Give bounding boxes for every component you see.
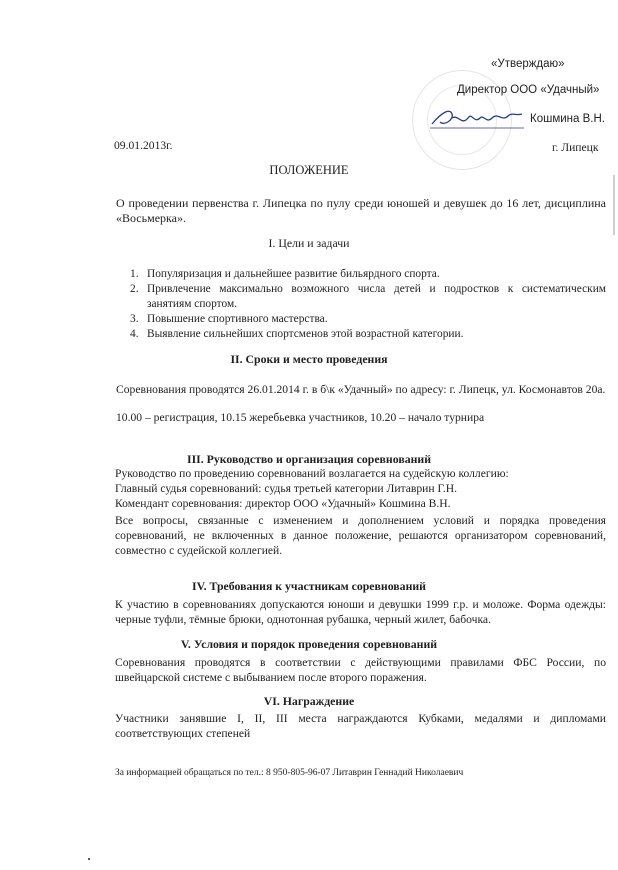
section-heading-management: III. Руководство и организация соревнований <box>187 452 431 466</box>
document-date: 09.01.2013г. <box>114 139 173 152</box>
conditions-paragraph: Соревнования проводятся в соответствии с действующими правилами ФБС России, по швейцарской системе с выбыванием после второго поражения. <box>115 656 606 684</box>
goals-list <box>122 267 606 342</box>
contact-info: За информацией обращаться по тел.: 8 950-805-96-07 Литаврин Геннадий Николаевич <box>115 768 464 778</box>
list-item: 1. Популяризация и дальнейшее развитие бильярдного спорта. <box>130 268 440 280</box>
section-heading-awards: VI. Награждение <box>263 694 355 708</box>
section-heading-terms: II. Сроки и место проведения <box>230 352 388 366</box>
management-line-3: Комендант соревнования: директор ООО «Удачный» Кошмина В.Н. <box>115 497 451 510</box>
awards-paragraph: Участники занявшие I, II, III места награждаются Кубками, медалями и дипломами соответствующих степеней <box>115 712 606 740</box>
list-item: 2. Привлечение максимально возможного числа детей и подростков к систематическим занятиям спортом. <box>130 283 606 310</box>
schedule-paragraph: 10.00 – регистрация, 10.15 жеребьевка участников, 10.20 – начало турнира <box>116 411 485 424</box>
management-paragraph: Все вопросы, связанные с изменением и дополнением условий и порядка проведения соревнований, не включенных в данное положение, решаются организатором соревнований, совместно с судейской коллегией. <box>115 514 606 557</box>
approve-label: «Утверждаю» <box>491 58 565 70</box>
list-item: 3. Повышение спортивного мастерства. <box>130 313 328 325</box>
scan-edge <box>613 175 615 235</box>
list-item: 4. Выявление сильнейших спортсменов этой возрастной категории. <box>130 328 464 340</box>
approver-position: Директор ООО «Удачный» <box>457 84 600 96</box>
signature-image <box>428 104 526 130</box>
management-line-1: Руководство по проведению соревнований возлагается на судейскую коллегию: <box>115 467 509 480</box>
document-city: г. Липецк <box>552 141 599 154</box>
requirements-paragraph: К участию в соревнованиях допускаются юноши и девушки 1999 г.р. и моложе. Форма одежды: черные туфли, тёмные брюки, однотонная рубашка, черный жилет, бабочка. <box>115 598 606 626</box>
page-title: ПОЛОЖЕНИЕ <box>269 163 349 177</box>
section-heading-requirements: IV. Требования к участникам соревнований <box>192 579 426 593</box>
approver-name: Кошмина В.Н. <box>530 113 605 125</box>
terms-paragraph: Соревнования проводятся 26.01.2014 г. в б\к «Удачный» по адресу: г. Липецк, ул. Космонавтов 20а. <box>116 383 606 396</box>
management-line-2: Главный судья соревнований: судья третьей категории Литаврин Г.Н. <box>115 482 458 495</box>
section-heading-conditions: V. Условия и порядок проведения соревнований <box>180 637 438 651</box>
scan-speck <box>88 858 90 860</box>
document-subtitle: О проведении первенства г. Липецка по пулу среди юношей и девушек до 16 лет, дисциплина «Восьмерка». <box>116 196 606 225</box>
section-heading-goals: I. Цели и задачи <box>268 236 350 250</box>
